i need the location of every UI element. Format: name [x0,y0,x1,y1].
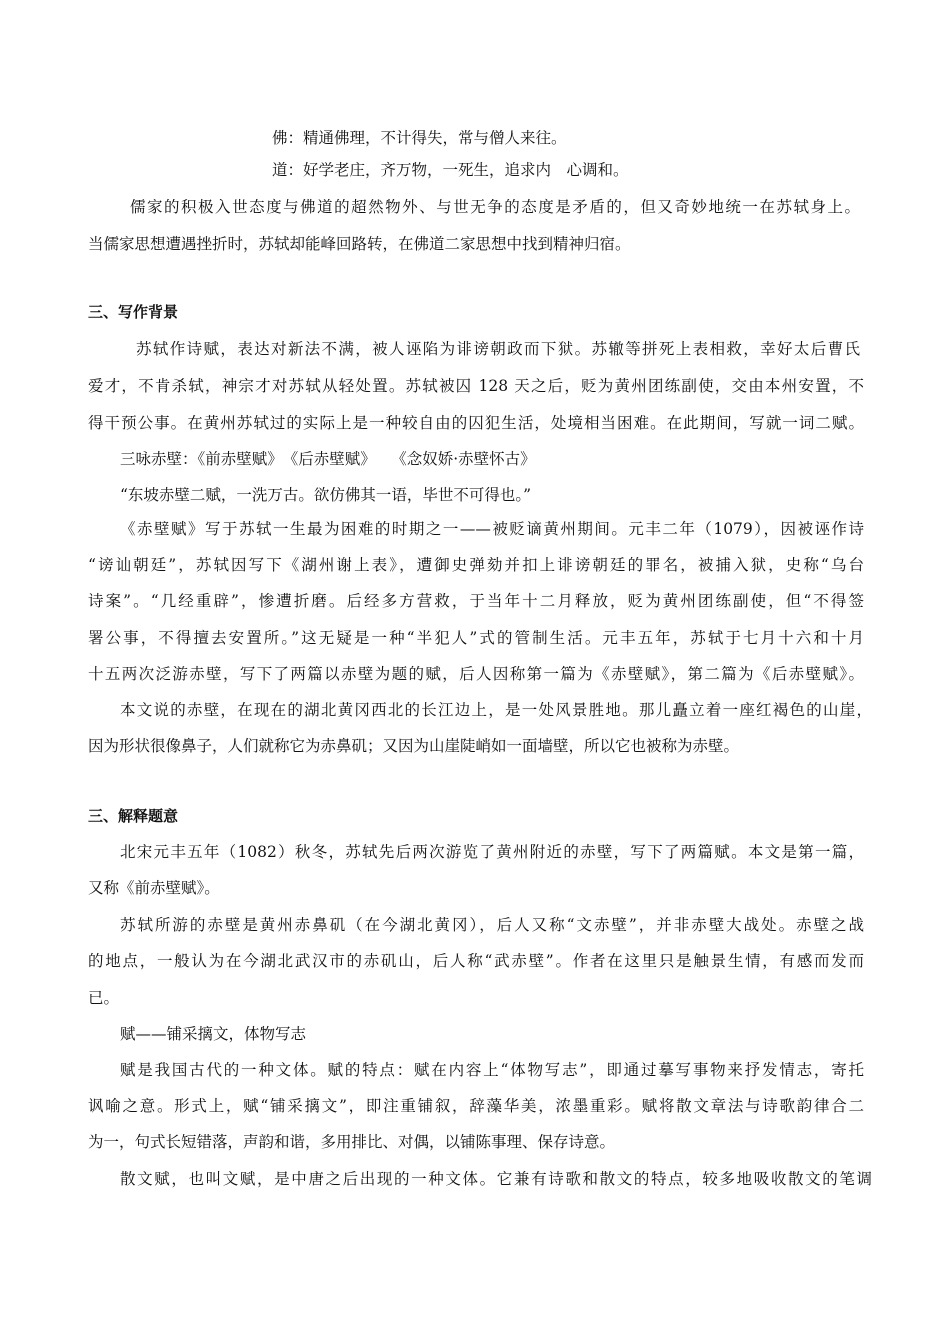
section-heading: 三、解释题意 [88,807,179,825]
text-line: 又称《前赤壁赋》。 [88,879,220,897]
text-line: 道：好学老庄，齐万物，一死生，追求内 心调和。 [272,161,629,179]
text-line: 因为形状很像鼻子，人们就称它为赤鼻矶；又因为山崖陡峭如一面墙壁，所以它也被称为赤壁。 [88,737,740,755]
text-line: “谤讪朝廷”，苏轼因写下《湖州谢上表》，遭御史弹劾并扣上诽谤朝廷的罪名，被捕入狱，史称“乌台 [88,556,864,574]
section-heading: 三、写作背景 [88,303,179,321]
text-line: 爱才，不肯杀轼，神宗才对苏轼从轻处置。苏轼被囚 128 天之后，贬为黄州团练副使，交由本州安置，不 [88,377,864,395]
text-line: 三咏赤壁：《前赤壁赋》 《后赤壁赋》 《念奴娇·赤壁怀古》 [120,450,536,468]
text-line: 讽喻之意。形式上，赋“铺采摛文”，即注重铺叙，辞藻华美，浓墨重彩。赋将散文章法与诗歌韵律合二 [88,1097,864,1115]
text-line: 为一，句式长短错落，声韵和谐，多用排比、对偶，以铺陈事理、保存诗意。 [88,1133,616,1151]
text-line: 赋是我国古代的一种文体。赋的特点：赋在内容上“体物写志”，即通过摹写事物来抒发情志，寄托 [120,1061,864,1079]
text-line: 已。 [88,989,120,1007]
text-line: 《赤壁赋》写于苏轼一生最为困难的时期之一——被贬谪黄州期间。元丰二年（1079），因被诬作诗 [120,520,864,538]
text-line: 当儒家思想遭遇挫折时，苏轼却能峰回路转，在佛道二家思想中找到精神归宿。 [88,235,631,253]
text-line: 本文说的赤壁，在现在的湖北黄冈西北的长江边上，是一处风景胜地。那儿矗立着一座红褐色的山崖， [120,701,872,719]
text-line: 北宋元丰五年（1082）秋冬，苏轼先后两次游览了黄州附近的赤壁，写下了两篇赋。本文是第一篇， [120,843,864,861]
text-line: 苏轼作诗赋，表达对新法不满，被人诬陷为诽谤朝政而下狱。苏辙等拼死上表相救，幸好太后曹氏 [136,340,860,358]
text-line: 赋——铺采摛文，体物写志 [120,1025,307,1043]
text-line: 诗案”。“几经重辟”，惨遭折磨。后经多方营救，于当年十二月释放，贬为黄州团练副使，但“不得签 [88,592,864,610]
text-line: 儒家的积极入世态度与佛道的超然物外、与世无争的态度是矛盾的，但又奇妙地统一在苏轼身上。 [130,198,860,216]
text-line: 佛：精通佛理，不计得失，常与僧人来往。 [272,129,567,147]
text-line: 散文赋，也叫文赋，是中唐之后出现的一种文体。它兼有诗歌和散文的特点，较多地吸收散文的笔调 [120,1170,872,1188]
text-line: 署公事，不得擅去安置所。”这无疑是一种“半犯人”式的管制生活。元丰五年，苏轼于七月十六和十月 [88,629,864,647]
text-line: 得干预公事。在黄州苏轼过的实际上是一种较自由的囚犯生活，处境相当困难。在此期间，写就一词二赋。 [88,414,864,432]
text-line: 苏轼所游的赤壁是黄州赤鼻矶（在今湖北黄冈），后人又称“文赤壁”，并非赤壁大战处。赤壁之战 [120,916,864,934]
text-line: “东坡赤壁二赋，一洗万古。欲仿佛其一语，毕世不可得也。” [120,486,532,504]
text-line: 的地点，一般认为在今湖北武汉市的赤矶山，后人称“武赤壁”。作者在这里只是触景生情，有感而发而 [88,952,864,970]
text-line: 十五两次泛游赤壁，写下了两篇以赤壁为题的赋，后人因称第一篇为《赤壁赋》，第二篇为《后赤壁赋》。 [88,665,864,683]
